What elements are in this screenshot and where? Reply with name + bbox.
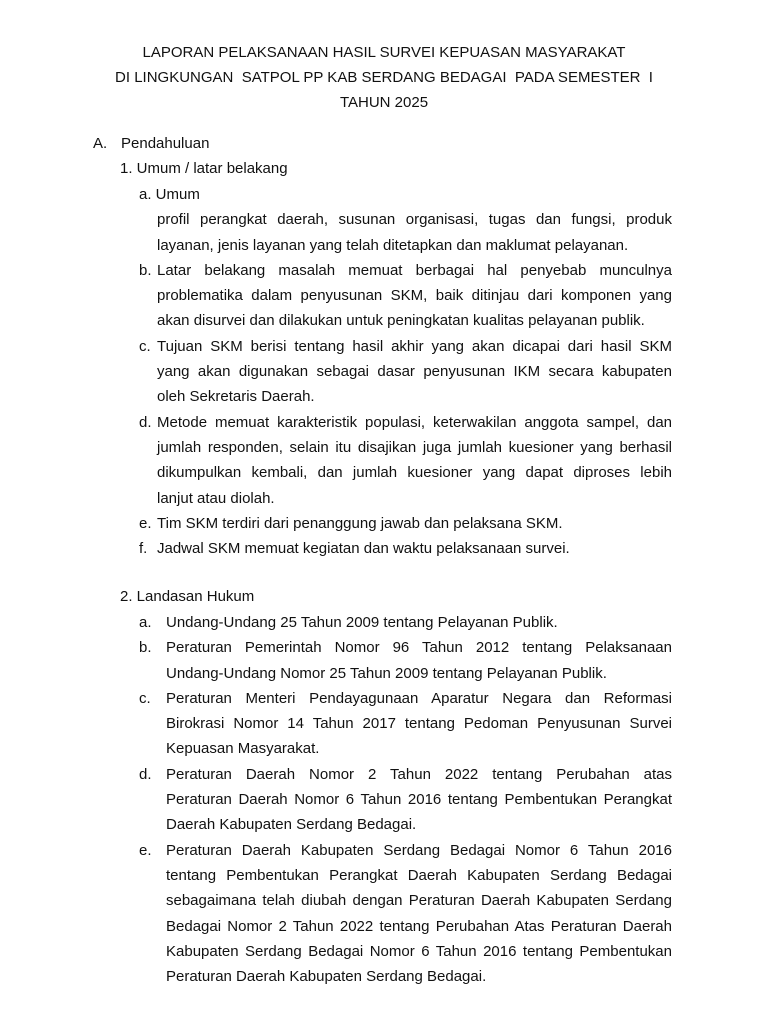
text-line: Daerah Kabupaten Serdang Bedagai. xyxy=(166,816,417,834)
subsection-2-heading: 2. Landasan Hukum xyxy=(120,588,255,605)
list-item-label: b. xyxy=(139,639,152,657)
text-line: profil perangkat daerah, susunan organisasi, tugas dan fungsi, produk xyxy=(157,211,672,229)
list-item-text xyxy=(157,334,672,410)
title-line-3: TAHUN 2025 xyxy=(339,94,429,111)
title-line-1: LAPORAN PELAKSANAAN HASIL SURVEI KEPUASAN MASYARAKAT xyxy=(142,44,626,61)
list-item-label: e. xyxy=(139,514,152,532)
subsection-1-heading: 1. Umum / latar belakang xyxy=(120,160,288,177)
text-line: Kepuasan Masyarakat. xyxy=(166,740,320,758)
list-item-text xyxy=(166,838,672,990)
list-item-text xyxy=(166,686,672,762)
text-line: tentang Pembentukan Perangkat Daerah Kabupaten Serdang Bedagai xyxy=(166,866,672,884)
section-a-number: A. xyxy=(93,135,108,152)
text-line: Undang-Undang Nomor 25 Tahun 2009 tentang Pelayanan Publik. xyxy=(166,664,607,682)
text-line: Tujuan SKM berisi tentang hasil akhir yang akan dicapai dari hasil SKM xyxy=(157,337,672,355)
text-line: Latar belakang masalah memuat berbagai hal penyebab munculnya xyxy=(157,261,672,279)
text-line: sebagaimana telah diubah dengan Peraturan Daerah Kabupaten Serdang xyxy=(166,892,672,910)
text-line: Bedagai Nomor 2 Tahun 2022 tentang Perubahan Atas Peraturan Daerah xyxy=(166,917,672,935)
list-item-text xyxy=(157,258,672,334)
list-item-text xyxy=(157,207,672,258)
text-line: lanjut atau diolah. xyxy=(157,489,275,507)
list-item-label: d. xyxy=(139,765,152,783)
document-title xyxy=(0,40,768,115)
list-item-label: b. xyxy=(139,261,152,279)
text-line: akan disurvei dan dilakukan untuk peningkatan kualitas pelayanan publik. xyxy=(157,312,645,330)
list-item-label: a. xyxy=(139,614,152,631)
list-item-label: d. xyxy=(139,413,152,431)
text-line: problematika dalam penyusunan SKM, baik ditinjau dari komponen yang xyxy=(157,287,672,305)
list-item-label: c. xyxy=(139,337,151,355)
text-line: Peraturan Daerah Kabupaten Serdang Bedagai Nomor 6 Tahun 2016 xyxy=(166,841,672,859)
text-line: layanan, jenis layanan yang telah ditetapkan dan maklumat pelayanan. xyxy=(157,236,629,254)
text-line: Peraturan Daerah Kabupaten Serdang Bedagai. xyxy=(166,968,487,986)
text-line: Peraturan Daerah Nomor 2 Tahun 2022 tentang Perubahan atas xyxy=(166,765,672,783)
text-line: Metode memuat karakteristik populasi, keterwakilan anggota sampel, dan xyxy=(157,413,672,431)
text-line: Peraturan Menteri Pendayagunaan Aparatur Negara dan Reformasi xyxy=(166,689,672,707)
section-a-heading xyxy=(93,134,209,154)
list-item-text xyxy=(166,635,672,686)
text-line: oleh Sekretaris Daerah. xyxy=(157,388,315,406)
text-line: Birokrasi Nomor 14 Tahun 2017 tentang Pedoman Penyusunan Survei xyxy=(166,715,672,733)
list-item-label: c. xyxy=(139,689,151,707)
text-line: dikumpulkan kembali, dan jumlah kuesioner yang dapat diproses lebih xyxy=(157,464,672,482)
title-line-2: DI LINGKUNGAN SATPOL PP KAB SERDANG BEDAGAI PADA SEMESTER I xyxy=(115,69,653,86)
text-line: Jadwal SKM memuat kegiatan dan waktu pelaksanaan survei. xyxy=(157,540,570,558)
list-item-label: a. Umum xyxy=(139,186,200,203)
list-item-text xyxy=(157,410,672,511)
text-line: Peraturan Pemerintah Nomor 96 Tahun 2012 tentang Pelaksanaan xyxy=(166,639,672,657)
text-line: yang akan digunakan sebagai dasar penyusunan IKM secara kabupaten xyxy=(157,363,672,381)
section-a-title: Pendahuluan xyxy=(121,135,210,152)
list-item-text xyxy=(166,610,672,635)
text-line: Undang-Undang 25 Tahun 2009 tentang Pelayanan Publik. xyxy=(166,614,558,631)
list-item-label: f. xyxy=(139,540,148,558)
list-item-text xyxy=(157,536,672,561)
text-line: Tim SKM terdiri dari penanggung jawab dan pelaksana SKM. xyxy=(157,514,563,532)
text-line: jumlah responden, selain itu disajikan juga jumlah kuesioner yang berhasil xyxy=(157,438,672,456)
list-item-text xyxy=(157,511,672,536)
text-line: Kabupaten Serdang Bedagai Nomor 6 Tahun 2016 tentang Pembentukan xyxy=(166,942,672,960)
list-item-text xyxy=(166,762,672,838)
text-line: Peraturan Daerah Nomor 6 Tahun 2016 tentang Pembentukan Perangkat xyxy=(166,791,672,809)
list-item-label: e. xyxy=(139,841,152,859)
